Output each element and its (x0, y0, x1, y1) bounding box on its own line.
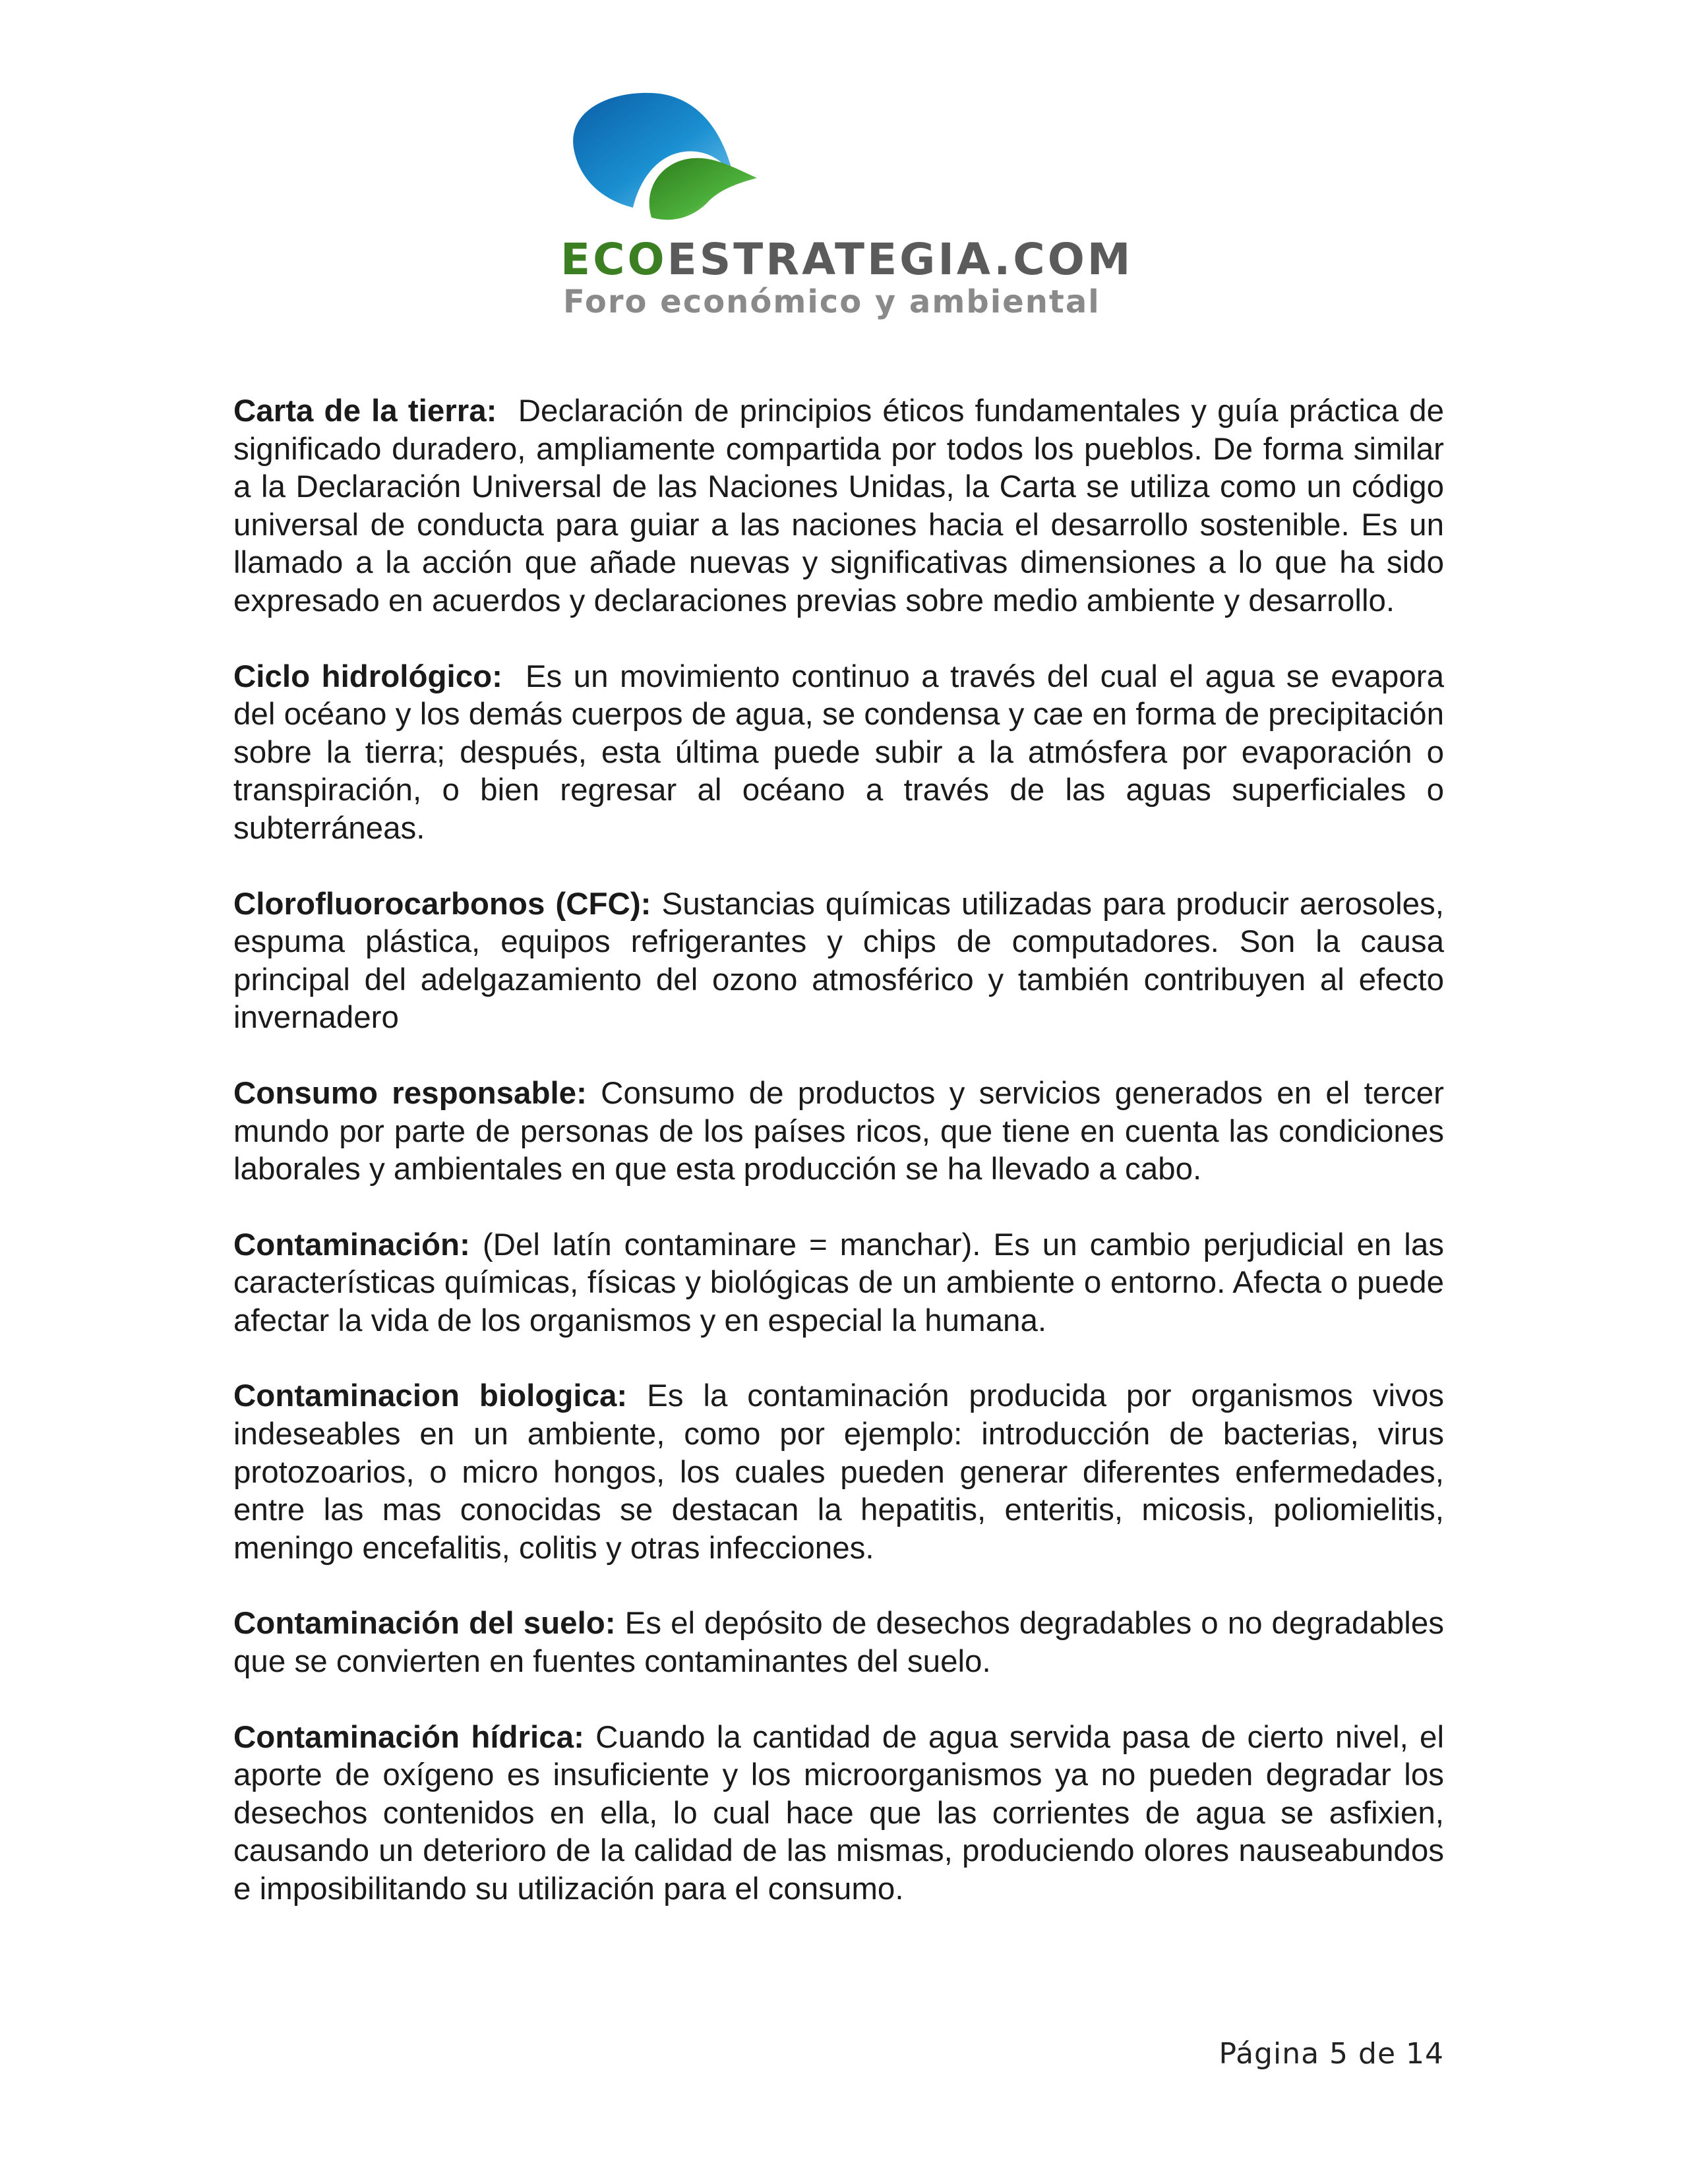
glossary-entry (233, 1605, 1444, 1680)
glossary-definition: Es la contaminación producida por organismos vivos indeseables en un ambiente, como por ejemplo: introducción de bacterias, virus protozoarios, o micro hongos, los cuales pueden generar diferentes enfermedades, entre las mas conocidas se destacan la hepatitis, enteritis, micosis, poliomielitis, meningo encefalitis, colitis y otras infecciones. (233, 1378, 1445, 1566)
glossary-term: Contaminación del suelo: (233, 1606, 616, 1641)
glossary-definition: (Del latín contaminare = manchar). Es un cambio perjudicial en las características químicas, físicas y biológicas de un ambiente o entorno. Afecta o puede afectar la vida de los organismos y en especial la humana. (233, 1227, 1444, 1338)
glossary-entry (233, 392, 1444, 620)
glossary-entry (233, 1075, 1444, 1189)
glossary-entry (233, 885, 1444, 1037)
glossary-term: Contaminación: (233, 1227, 470, 1262)
page-number: Página 5 de 14 (1219, 2037, 1444, 2071)
logo-brand-rest: ESTRATEGIA.COM (667, 234, 1133, 285)
glossary-term: Contaminacion biologica: (233, 1378, 628, 1414)
glossary-term: Carta de la tierra: (233, 394, 497, 428)
logo-tagline: Foro económico y ambiental (563, 283, 1100, 320)
glossary-definition: Es un movimiento continuo a través del cual el agua se evapora del océano y los demás cuerpos de agua, se condensa y cae en forma de precipitación sobre la tierra; después, esta última puede subir a la atmósfera por evaporación o transpiración, o bien regresar al océano a través de las aguas superficiales o subterráneas. (233, 659, 1444, 846)
glossary-definition: Cuando la cantidad de agua servida pasa de cierto nivel, el aporte de oxígeno es insuficiente y los microorganismos ya no pueden degradar los desechos contenidos en ella, lo cual hace que las corrientes de agua se asfixien, causando un deterioro de la calidad de las mismas, produciendo olores nauseabundos e imposibilitando su utilización para el consumo. (233, 1719, 1444, 1906)
logo-brand-eco: ECO (560, 234, 667, 285)
glossary-term: Ciclo hidrológico: (233, 659, 502, 694)
glossary-definition: Consumo de productos y servicios generados en el tercer mundo por parte de personas de los países ricos, que tiene en cuenta las condiciones laborales y ambientales en que esta producción se ha llevado a cabo. (233, 1075, 1445, 1187)
glossary-entry (233, 1226, 1444, 1340)
glossary-definition: Declaración de principios éticos fundamentales y guía práctica de significado duradero, ampliamente compartida por todos los pueblos. De forma similar a la Declaración Universal de las Naciones Unidas, la Carta se utiliza como un código universal de conducta para guiar a las naciones hacia el desarrollo sostenible. Es un llamado a la acción que añade nuevas y significativas dimensiones a lo que ha sido expresado en acuerdos y declaraciones previas sobre medio ambiente y desarrollo. (233, 394, 1444, 618)
ecoestrategia-logo (560, 86, 1133, 320)
glossary-content (233, 392, 1444, 1946)
glossary-entry (233, 1719, 1444, 1908)
glossary-entry (233, 1377, 1444, 1567)
glossary-definition: Es el depósito de desechos degradables o no degradables que se convierten en fuentes contaminantes del suelo. (233, 1606, 1445, 1680)
drop-leaf-logo-icon (560, 86, 771, 227)
glossary-entry (233, 658, 1444, 848)
glossary-definition: Sustancias químicas utilizadas para producir aerosoles, espuma plástica, equipos refrigerantes y chips de computadores. Son la causa principal del adelgazamiento del ozono atmosférico y también contribuyen al efecto invernadero (233, 886, 1445, 1036)
glossary-term: Contaminación hídrica: (233, 1719, 584, 1755)
glossary-term: Consumo responsable: (233, 1075, 587, 1111)
glossary-term: Clorofluorocarbonos (CFC): (233, 886, 651, 922)
logo-wordmark (560, 234, 1133, 285)
